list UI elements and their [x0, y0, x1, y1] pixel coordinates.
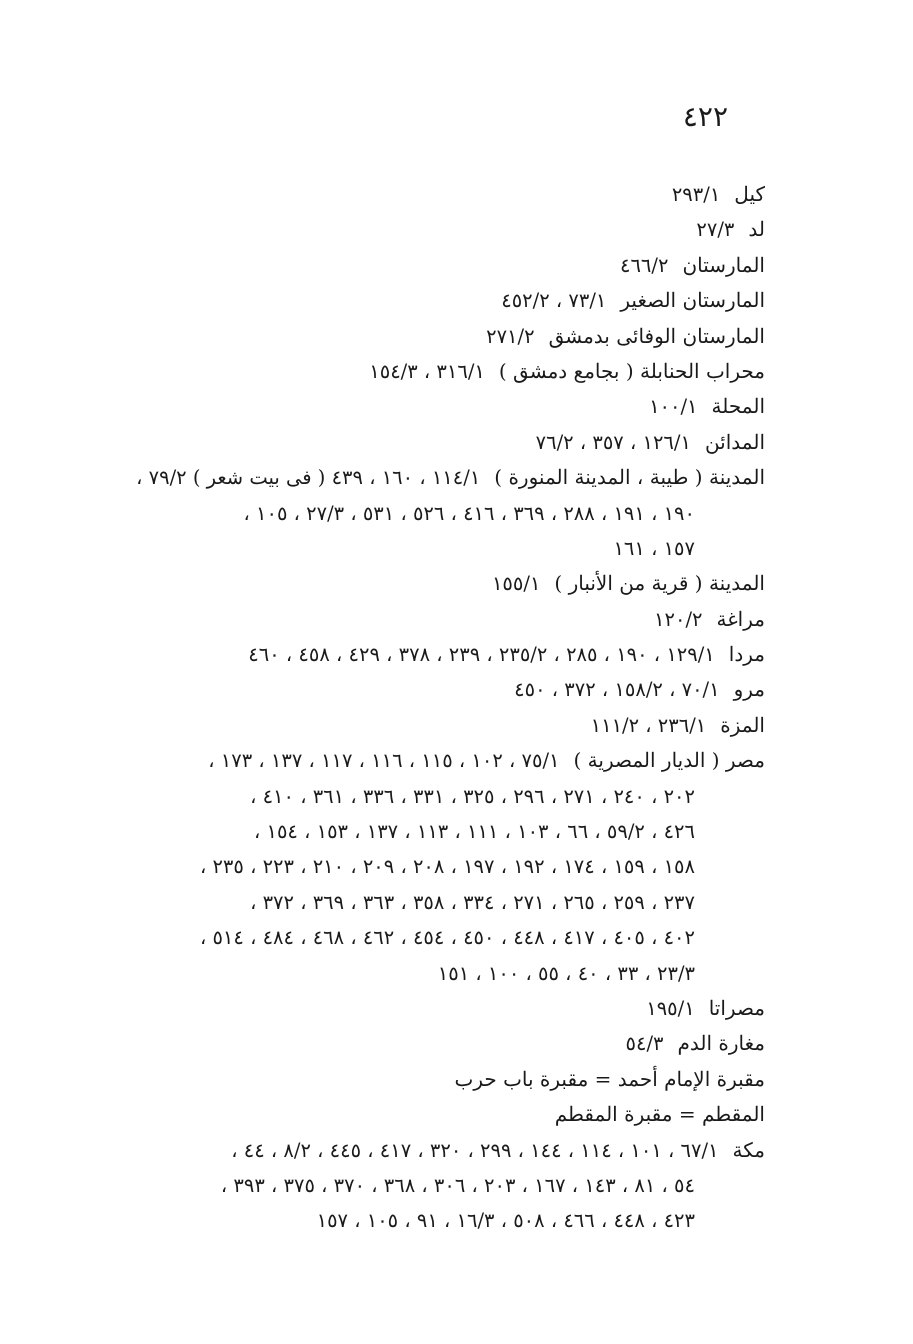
entry-references: ٢٩٣/١ — [671, 183, 721, 206]
index-continuation-line — [85, 956, 765, 991]
entry-references: ٢٣/٣ ، ٣٣ ، ٤٠ ، ٥٥ ، ١٠٠ ، ١٥١ — [437, 961, 695, 985]
entry-references: ٤٠٢ ، ٤٠٥ ، ٤١٧ ، ٤٤٨ ، ٤٥٠ ، ٤٥٤ ، ٤٦٢ ، ٤٦٨ ، ٤٨٤ ، ٥١٤ ، — [199, 926, 695, 950]
entry-term: مرو — [733, 677, 765, 702]
index-entry — [85, 991, 765, 1026]
entry-references: ٢٣٦/١ ، ١١١/٢ — [590, 713, 707, 737]
entry-term: المارستان — [682, 252, 765, 277]
entry-term: مغارة الدم — [677, 1031, 765, 1056]
index-entry — [85, 1026, 765, 1061]
entry-term: مقبرة الإمام أحمد = مقبرة باب حرب — [454, 1066, 765, 1091]
entry-references: ١٢٦/١ ، ٣٥٧ ، ٧٦/٢ — [535, 430, 691, 454]
index-entry — [85, 1133, 765, 1168]
index-entry — [85, 248, 765, 283]
entry-term: مصر ( الديار المصرية ) — [573, 748, 765, 773]
entry-references: ٢٣٧ ، ٢٥٩ ، ٢٦٥ ، ٢٧١ ، ٣٣٤ ، ٣٥٨ ، ٣٦٣ ، ٣٦٩ ، ٣٧٢ ، — [250, 890, 695, 914]
index-entry — [85, 460, 765, 495]
entry-term: المدينة ( طيبة ، المدينة المنورة ) — [494, 465, 765, 490]
entry-references: ٧٠/١ ، ١٥٨/٢ ، ٣٧٢ ، ٤٥٠ — [514, 678, 720, 702]
index-entry — [85, 708, 765, 743]
entry-references: ٥٤ ، ٨١ ، ١٤٣ ، ١٦٧ ، ٢٠٣ ، ٣٠٦ ، ٣٦٨ ، ٣٧٠ ، ٣٧٥ ، ٣٩٣ ، — [220, 1173, 695, 1197]
entry-term: مصراتا — [708, 995, 765, 1020]
entry-term: المحلة — [711, 394, 765, 419]
entry-references: ١٠٠/١ — [649, 395, 698, 419]
entry-references: ١١٤/١ ، ١٦٠ ، ٤٣٩ ( فى بيت شعر ) ٧٩/٢ ، — [136, 466, 481, 490]
index-continuation-line — [85, 885, 765, 920]
entry-term: مكة — [732, 1137, 765, 1162]
index-entry — [85, 637, 765, 672]
index-continuation-line — [85, 496, 765, 531]
entry-references: ١٢٩/١ ، ١٩٠ ، ٢٨٥ ، ٢٣٥/٢ ، ٢٣٩ ، ٣٧٨ ، ٤٢٩ ، ٤٥٨ ، ٤٦٠ — [248, 643, 715, 667]
index-entry — [85, 212, 765, 247]
entry-references: ٢٧١/٢ — [486, 324, 535, 348]
entry-references: ١٩٠ ، ١٩١ ، ٢٨٨ ، ٣٦٩ ، ٤١٦ ، ٥٢٦ ، ٥٣١ ، ٢٧/٣ ، ١٠٥ ، — [243, 501, 695, 525]
index-entry — [85, 1062, 765, 1097]
index-continuation-line — [85, 1168, 765, 1203]
index-continuation-line — [85, 531, 765, 566]
entry-references: ٧٣/١ ، ٤٥٢/٢ — [501, 289, 607, 313]
entry-term: مردا — [728, 642, 765, 667]
page-number: ٤٢٢ — [682, 100, 728, 133]
entry-term: المقطم = مقبرة المقطم — [554, 1102, 765, 1127]
index-entry — [85, 319, 765, 354]
entry-references: ٤٢٦ ، ٥٩/٢ ، ٦٦ ، ١٠٣ ، ١١١ ، ١١٣ ، ١٣٧ ، ١٥٣ ، ١٥٤ ، — [253, 820, 695, 844]
entry-references: ٢٠٢ ، ٢٤٠ ، ٢٧١ ، ٢٩٦ ، ٣٢٥ ، ٣٣١ ، ٣٣٦ ، ٣٦١ ، ٤١٠ ، — [250, 784, 695, 808]
entry-references: ٣١٦/١ ، ١٥٤/٣ — [369, 359, 485, 383]
index-entry — [85, 743, 765, 778]
index-entries — [85, 177, 765, 1239]
entry-term: المدائن — [704, 429, 765, 454]
entry-term: كيل — [734, 182, 765, 206]
entry-term: المدينة ( قرية من الأنبار ) — [554, 571, 765, 596]
entry-term: المارستان الصغير — [620, 288, 765, 313]
entry-references: ٥٤/٣ — [625, 1032, 664, 1056]
entry-term: لد — [748, 217, 765, 242]
entry-references: ١٥٧ ، ١٦١ — [613, 536, 695, 560]
entry-term: محراب الحنابلة ( بجامع دمشق ) — [498, 358, 765, 383]
entry-references: ١٥٥/١ — [491, 572, 541, 596]
entry-references: ٤٢٣ ، ٤٤٨ ، ٤٦٦ ، ٥٠٨ ، ١٦/٣ ، ٩١ ، ١٠٥ ، ١٥٧ — [316, 1209, 695, 1233]
index-entry — [85, 602, 765, 637]
index-entry — [85, 283, 765, 318]
index-continuation-line — [85, 779, 765, 814]
index-continuation-line — [85, 814, 765, 849]
entry-term: المارستان الوفائى بدمشق — [548, 323, 765, 348]
index-entry — [85, 389, 765, 424]
index-entry — [85, 566, 765, 601]
index-continuation-line — [85, 920, 765, 955]
index-entry — [85, 672, 765, 707]
entry-references: ١٢٠/٢ — [654, 607, 703, 631]
entry-references: ٢٧/٣ — [696, 218, 735, 242]
index-entry — [85, 1097, 765, 1132]
entry-references: ١٩٥/١ — [646, 996, 695, 1020]
entry-references: ٤٦٦/٢ — [619, 253, 669, 277]
index-entry — [85, 425, 765, 460]
index-entry — [85, 177, 765, 212]
entry-term: مراغة — [716, 606, 765, 631]
entry-term: المزة — [720, 712, 765, 737]
entry-references: ٧٥/١ ، ١٠٢ ، ١١٥ ، ١١٦ ، ١١٧ ، ١٣٧ ، ١٧٣ ، — [208, 749, 560, 773]
index-continuation-line — [85, 1203, 765, 1238]
entry-references: ٦٧/١ ، ١٠١ ، ١١٤ ، ١٤٤ ، ٢٩٩ ، ٣٢٠ ، ٤١٧ ، ٤٤٥ ، ٨/٢ ، ٤٤ ، — [231, 1138, 719, 1162]
index-continuation-line — [85, 849, 765, 884]
index-entry — [85, 354, 765, 389]
entry-references: ١٥٨ ، ١٥٩ ، ١٧٤ ، ١٩٢ ، ١٩٧ ، ٢٠٨ ، ٢٠٩ ، ٢١٠ ، ٢٢٣ ، ٢٣٥ ، — [199, 855, 695, 879]
